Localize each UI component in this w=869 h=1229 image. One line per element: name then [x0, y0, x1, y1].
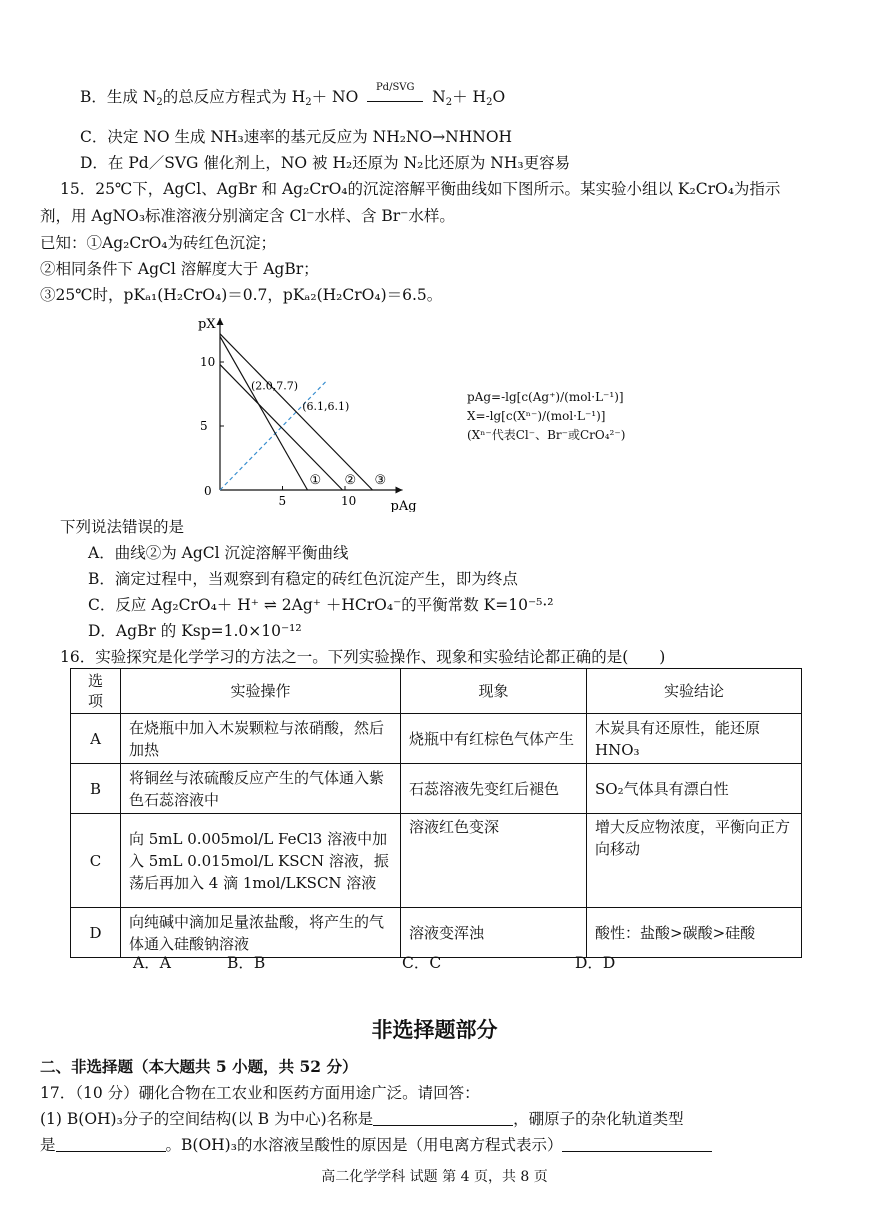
answer-blank-1[interactable]	[373, 1125, 513, 1126]
x-tick-label: 5	[278, 494, 287, 508]
q16-answer-b: B．B	[227, 954, 266, 972]
q14-option-c: C．决定 NO 生成 NH₃速率的基元反应为 NH₂NO→NHNOH	[80, 128, 513, 146]
row-operation: 在烧瓶中加入木炭颗粒与浓硝酸，然后加热	[121, 714, 401, 764]
y-axis-label: pX	[198, 317, 216, 332]
q15-option-c: C．反应 Ag₂CrO₄＋ H⁺ ⇌ 2Ag⁺ ＋HCrO₄⁻的平衡常数 K=10⁻⁵·²	[88, 596, 554, 614]
curve-label-2: ②	[344, 473, 357, 488]
row-conclusion: SO₂气体具有漂白性	[587, 764, 802, 814]
curve-label-3: ③	[374, 473, 387, 488]
q15-option-a: A．曲线②为 AgCl 沉淀溶解平衡曲线	[88, 544, 349, 562]
header-conclusion: 实验结论	[587, 669, 802, 714]
row-option: A	[71, 714, 121, 764]
q16-answer-d: D．D	[575, 954, 616, 972]
table-row	[71, 714, 802, 764]
chart-legend-x: X=-lg[c(Xⁿ⁻)/(mol·L⁻¹)]	[467, 409, 606, 423]
q16-answer-a: A．A	[133, 954, 171, 972]
origin-label: 0	[204, 484, 212, 498]
catalyst-arrow: Pd/SVG	[367, 91, 423, 102]
header-option: 选 项	[71, 669, 121, 714]
row-operation: 将铜丝与浓硫酸反应产生的气体通入紫色石蕊溶液中	[121, 764, 401, 814]
row-phenomenon: 溶液变浑浊	[401, 908, 587, 958]
q16-stem: 16．实验探究是化学学习的方法之一。下列实验操作、现象和实验结论都正确的是( )	[60, 648, 666, 666]
row-option: B	[71, 764, 121, 814]
row-phenomenon: 烧瓶中有红棕色气体产生	[401, 714, 587, 764]
q15-known-1: 已知：①Ag₂CrO₄为砖红色沉淀；	[40, 234, 277, 252]
row-option: D	[71, 908, 121, 958]
y-tick-label: 5	[200, 419, 208, 433]
q15-stem-line1: 15．25℃下，AgCl、AgBr 和 Ag₂CrO₄的沉淀溶解平衡曲线如下图所示。某实验小组以 K₂CrO₄为指示	[60, 180, 781, 198]
row-option: C	[71, 814, 121, 908]
row-phenomenon: 溶液红色变深	[401, 814, 587, 908]
curve-label-1: ①	[309, 473, 322, 488]
answer-blank-3[interactable]	[562, 1151, 712, 1152]
q15-stem-line2: 剂，用 AgNO₃标准溶液分别滴定含 Cl⁻水样、含 Br⁻水样。	[40, 207, 455, 225]
table-header-row	[71, 669, 802, 714]
row-conclusion: 木炭具有还原性，能还原 HNO₃	[587, 714, 802, 764]
chart-legend-note: (Xⁿ⁻代表Cl⁻、Br⁻或CrO₄²⁻)	[467, 428, 626, 442]
point-annotation-1: (2.0,7.7)	[251, 379, 299, 393]
q14-option-b: B．生成 $N_2$的总反应方程式为 $H_2+$ NO Pd/SVG $N_2+ H_2O$	[80, 82, 506, 108]
q17-part1-line2: 是 。B(OH)₃的水溶液呈酸性的原因是（用电离方程式表示）	[40, 1134, 712, 1156]
x-axis-label: pAg	[390, 499, 417, 512]
row-conclusion: 增大反应物浓度，平衡向正方向移动	[587, 814, 802, 908]
table-row	[71, 908, 802, 958]
header-phenomenon: 现象	[401, 669, 587, 714]
q14-option-d: D．在 Pd／SVG 催化剂上，NO 被 H₂还原为 N₂比还原为 NH₃更容易	[80, 154, 571, 172]
row-conclusion: 酸性：盐酸>碳酸>硅酸	[587, 908, 802, 958]
header-operation: 实验操作	[121, 669, 401, 714]
q15-known-3: ③25℃时，pKₐ₁(H₂CrO₄)＝0.7，pKₐ₂(H₂CrO₄)＝6.5。	[40, 286, 443, 304]
y-tick-label: 10	[200, 355, 216, 369]
section-part-heading: 二、非选择题（本大题共 5 小题，共 52 分）	[40, 1057, 358, 1076]
q16-answer-c: C．C	[402, 954, 442, 972]
row-phenomenon: 石蕊溶液先变红后褪色	[401, 764, 587, 814]
q17-stem: 17．（10 分）硼化合物在工农业和医药方面用途广泛。请回答：	[40, 1084, 480, 1102]
q15-question: 下列说法错误的是	[60, 518, 185, 536]
table-row	[71, 764, 802, 814]
section-title: 非选择题部分	[371, 1017, 498, 1042]
curve-3	[220, 334, 373, 490]
table-row	[71, 814, 802, 908]
page-footer: 高二化学学科 试题 第 4 页，共 8 页	[321, 1169, 548, 1185]
q16-table	[70, 668, 802, 958]
x-tick-label: 10	[341, 494, 357, 508]
answer-blank-2[interactable]	[56, 1151, 166, 1152]
chart-legend-pag: pAg=-lg[c(Ag⁺)/(mol·L⁻¹)]	[467, 390, 624, 404]
q17-part1-line1: (1) B(OH)₃分子的空间结构(以 B 为中心)名称是 ，硼原子的杂化轨道类型	[40, 1110, 684, 1128]
q15-option-b: B．滴定过程中，当观察到有稳定的砖红色沉淀产生，即为终点	[88, 570, 518, 588]
solubility-equilibrium-chart	[190, 312, 420, 512]
point-annotation-2: (6.1,6.1)	[302, 399, 350, 413]
q15-option-d: D．AgBr 的 Ksp=1.0×10⁻¹²	[88, 622, 302, 640]
row-operation: 向纯碱中滴加足量浓盐酸，将产生的气体通入硅酸钠溶液	[121, 908, 401, 958]
q15-known-2: ②相同条件下 AgCl 溶解度大于 AgBr；	[40, 260, 319, 278]
row-operation: 向 5mL 0.005mol/L FeCl3 溶液中加入 5mL 0.015mol/L KSCN 溶液，振荡后再加入 4 滴 1mol/LKSCN 溶液	[121, 814, 401, 908]
